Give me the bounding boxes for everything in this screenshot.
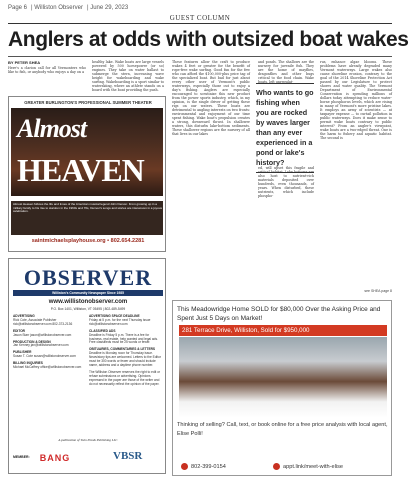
show-title-1: Almost	[17, 114, 87, 143]
staff-entry	[13, 330, 87, 338]
deadline-text: Deadline is Monday noon for Thursday issue. News/story tips are welcomed. Letters to the Editor must be 300 words or fewer and should include name, address and a daytime phone number.	[89, 351, 161, 367]
vbsr-logo: VBSR	[113, 450, 143, 462]
ad-body: Almost Heaven follows the life and times of the American musical legend John Denver. From growing up in a military family to his rise to stardom in the 1960s and 70s, Denver's songs and stories are interwoven in a joyous celebration.	[13, 202, 162, 214]
deadline-text: Deadline is Friday 5 p.m. There is a fee for business, real estate, help wanted and legal ads. Free classifieds must be 25 words or fewer.	[89, 332, 158, 345]
staff-text: Michael McCaffrey office@willistonobserver.com	[13, 365, 82, 370]
staff-text: Jan Kenney jan@willistonobserver.com	[13, 343, 69, 348]
deadline-text: Friday at 5 p.m. for the next Thursday issue rick@willistonobserver.com	[89, 317, 151, 326]
pull-quote: Who wants to go fishing when you are rocked by waves larger than any ever experienced in a pond or lake's history?	[256, 83, 314, 173]
staff-text: Susan T. Cote susan@willistonobserver.com	[13, 354, 76, 359]
staff-entry	[13, 351, 87, 359]
ad-headline: This Meadowridge Home SOLD for $80,000 Over the Asking Price and Spent Just 5 Days on Market!	[177, 306, 381, 322]
publication-note: A publication of Twin Ponds Publishing LLC	[58, 438, 118, 442]
booking-link[interactable]: appt.link/meet-with-elise	[283, 464, 344, 470]
masthead-box	[8, 258, 166, 474]
deadline-heading: CLASSIFIED ADS	[89, 328, 116, 333]
staff-heading: ADVERTISING	[13, 314, 35, 318]
deadline-text: The Williston Observer reserves the right to edit or refuse submissions or advertising. Opinions expressed in the paper are those of the writer and do not necessarily reflect the opinion of the paper.	[89, 369, 161, 386]
masthead-tagline: Williston's Community Newspaper Since 1985	[13, 290, 163, 296]
divider	[8, 23, 392, 24]
phone-icon	[181, 463, 188, 470]
staff-heading: EDITOR	[13, 328, 25, 333]
member-label: MEMBER:	[13, 455, 30, 459]
property-address: 281 Terrace Drive, Williston, Sold for $950,000	[179, 325, 387, 336]
page-header: Page 6 | Williston Observer | June 29, 2023	[8, 5, 129, 11]
byline: BY PETER SHEA	[8, 60, 41, 65]
ad-call-to-action: Thinking of selling? Call, text, or book online for a free price analysis with local agent, Elise Polli!	[177, 422, 388, 438]
article-column-4: and ponds. The shallows are the nursery for juvenile fish. They are the home of mayflies, dragonflies and other bugs critical to the food chain. Wake boats, left unregulat-	[258, 60, 314, 84]
issue-date: June 29, 2023	[90, 5, 129, 11]
show-title-2: HEAVEN	[17, 152, 144, 188]
theater-ad[interactable]	[8, 96, 166, 252]
ad-contact[interactable]: saintmichaelsplayhouse.org • 802.654.2281	[31, 238, 145, 244]
deadline-entry	[89, 330, 163, 346]
house-photo	[179, 337, 387, 418]
staff-entry	[13, 362, 87, 370]
section-label: GUEST COLUMN	[169, 14, 231, 22]
ad-image	[11, 108, 163, 196]
staff-text: Rick Cote, Associate Publisher rick@willistonobserver.com 802-373-2136	[13, 317, 73, 326]
article-column-5: rus, enhance algae blooms. These problems have already degraded many Vermont waterways. Large wakes also cause shoreline erosion, contrary to the goal of the 2014 Shoreline Protection Act passed by our Legislature to protect shores and water quality. The Vermont Department of Environmental Conservation is spending millions of dollars today attempting to reduce water-borne phosphorus levels, which are rising in many of Vermont's more pristine lakes. It employs an army of scientists — at taxpayer expense — to curtail pollution in public waterways. Does it make sense to permit wake boats contrary to public interest? From an angler's viewpoint, wake boats are a two-edged threat. One is the harm to fishery and aquatic habitat. The second is	[320, 60, 392, 140]
article-column-2: healthy lake. Wake boats are large vessels powered by 500 horsepower (or so) engines. They take on water ballast to submerge the stern, increasing wave height for wakeboarding and wake surfing. Wakeboarding is a sport similar to waterskiing, where an athlete stands on a board with the boat providing the push.	[92, 60, 164, 92]
staff-heading: PUBLISHER	[13, 350, 32, 355]
deadline-entry	[89, 371, 163, 387]
deadline-heading: ADVERTISING SPACE DEADLINE	[89, 314, 140, 318]
member-logos	[13, 445, 163, 471]
staff-heading: PRODUCTION & DESIGN	[13, 339, 51, 344]
phone-number[interactable]: 802-399-0154	[191, 464, 226, 470]
website-link[interactable]: www.willistonobserver.com	[48, 299, 128, 305]
staff-heading: BILLING INQUIRIES	[13, 361, 43, 366]
observer-logo: OBSERVER	[23, 265, 153, 290]
staff-entry	[13, 315, 87, 327]
bang-logo: BANG	[35, 449, 75, 467]
staff-entry	[13, 341, 87, 349]
paper-name: Williston Observer	[34, 5, 83, 11]
headline: Anglers at odds with outsized boat wakes	[8, 28, 409, 51]
deadline-list	[89, 315, 163, 390]
staff-text: Jason Starr jason@willistonobserver.com	[13, 332, 72, 337]
continued-label: see SHEA page 8	[364, 289, 392, 293]
ad-title: GREATER BURLINGTON'S PROFESSIONAL SUMMER THEATER	[24, 100, 152, 105]
divider	[8, 56, 392, 57]
link-icon	[273, 463, 280, 470]
deadline-entry	[89, 315, 163, 327]
article-column-1: Here's a clarion call for all Vermonters who like to fish, or anybody who enjoys a day on a	[8, 66, 86, 74]
article-column-3: These features allow the craft to produce wakes 4 feet or greater for the benefit of rope-free wake surfing. Good fun for the few who can afford the $100,000-plus price tag of the specialized boat. But bad for just about every other user of Vermont's public waterways, especially those out to enjoy a day's fishing. Anglers are especially encouraged to scrutinize this new product from the power sports industry, which, in my opinion, is the single driver of getting these rigs on our waters. These boats are detrimental to angling interests on two fronts: environmental and enjoyment of our time spent fishing. Wake boat's propulsion creates a strong, downward thrust. In shallower waters, this disturbs lake-bottom sediments. These shallower regions are the nursery of all that lives in our lakes	[172, 60, 250, 136]
mailing-address: P.O. Box 1401, Williston, VT 05495 | 802-489-5499	[50, 307, 126, 311]
ad-info-panel	[11, 201, 163, 235]
staff-list	[13, 315, 87, 373]
deadline-entry	[89, 348, 163, 368]
page-number: Page 6	[8, 5, 28, 11]
real-estate-ad[interactable]	[172, 300, 392, 476]
deadline-heading: OBITUARIES, COMMENTARIES & LETTERS	[89, 347, 155, 352]
article-column-4-continued: ed, will upset this fragile and critical habitat. Lake bottoms are also host to nutrient-rich materials deposited over hundreds, even thousands, of years. When disturbed, these nutrients, which include phospho-	[258, 166, 314, 198]
